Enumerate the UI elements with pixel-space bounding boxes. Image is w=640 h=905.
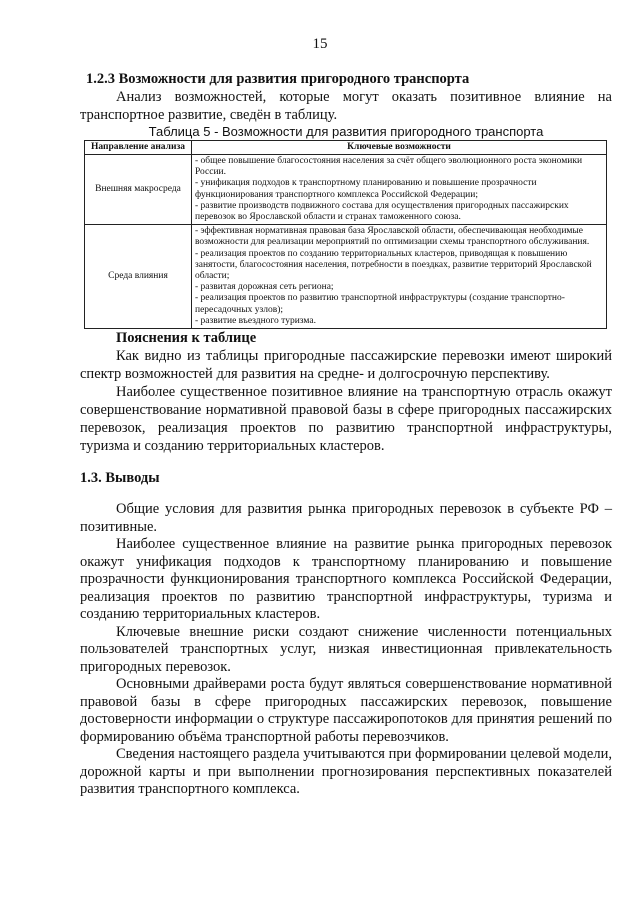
conclusions-paragraph: Основными драйверами роста будут являться совершенствование нормативной правовой базы в сфере пригородных пассажирских перевозок, повышение достоверности информации о структуре пассажиропотоков для принятия решений по формированию объёма транспортной работы перевозчиков.: [80, 676, 612, 745]
table-cell-direction: Внешняя макросреда: [85, 155, 192, 225]
list-item: - развитие производств подвижного состава для осуществления пригородных пассажирских перевозок во Ярославской области и странах таможенного союза.: [195, 200, 569, 223]
list-item: - развитая дорожная сеть региона;: [195, 282, 334, 293]
list-item: - эффективная нормативная правовая база Ярославской области, обеспечивающая необходимые возможности для реализации мероприятий по оптимизации схемы транспортного обслуживания.: [195, 226, 590, 248]
list-item: - реализация проектов по развитию транспортной инфраструктуры (создание транспортно-пересадочных узлов);: [195, 293, 565, 315]
conclusions-paragraph: Общие условия для развития рынка пригородных перевозок в субъекте РФ – позитивные.: [80, 501, 612, 535]
table-header-opportunities: Ключевые возможности: [192, 141, 607, 155]
notes-paragraph: Как видно из таблицы пригородные пассажирские перевозки имеют широкий спектр возможностей для развития на средне- и долгосрочную перспективу.: [80, 348, 612, 383]
list-item: - развитие въездного туризма.: [195, 315, 316, 326]
table-row: [85, 225, 607, 329]
notes-paragraph: Наиболее существенное позитивное влияние на транспортную отрасль окажут совершенствование нормативной правовой базы в сфере пригородных пассажирских перевозок, реализация проектов по развитию транспортной инфраструктуры, туризма и созданию территориальных кластеров.: [80, 384, 612, 455]
intro-paragraph: Анализ возможностей, которые могут оказать позитивное влияние на транспортное развитие, сведён в таблицу.: [80, 89, 612, 123]
table-header-direction: Направление анализа: [85, 141, 192, 155]
list-item: - общее повышение благосостояния населения за счёт общего эволюционного роста экономики России.: [195, 156, 583, 178]
table-caption: Таблица 5 - Возможности для развития пригородного транспорта: [148, 124, 544, 139]
conclusions-paragraph: Сведения настоящего раздела учитываются при формировании целевой модели, дорожной карты и при выполнении прогнозирования перспективных показателей развития транспортного комплекса.: [80, 746, 612, 798]
table-row: [85, 155, 607, 225]
opportunities-table: [84, 140, 607, 329]
table-header-row: [85, 141, 607, 155]
table-cell-opportunities: [192, 155, 607, 225]
document-body: [80, 70, 612, 799]
conclusions-heading: 1.3. Выводы: [80, 470, 160, 487]
page-number: 15: [312, 36, 328, 52]
table-cell-direction: Среда влияния: [85, 225, 192, 329]
list-item: - унификация подходов к транспортному планированию и повышение прозрачности функционирования транспортного комплекса Российской Федерации;: [195, 178, 537, 200]
subsection-heading: 1.2.3 Возможности для развития пригородного транспорта: [86, 71, 470, 87]
conclusions-paragraph: Ключевые внешние риски создают снижение численности потенциальных пользователей транспортных услуг, низкая инвестиционная привлекательность пригородных перевозок.: [80, 623, 612, 675]
table-cell-opportunities: [192, 225, 607, 329]
notes-heading: Пояснения к таблице: [116, 330, 257, 347]
conclusions-paragraph: Наиболее существенное влияние на развитие рынка пригородных перевозок окажут унификация подходов к транспортному планированию и повышение прозрачности функционирования транспортного комплекса Российской Федерации, реализация проектов по развитию транспортной инфраструктуры, туризма и созданию территориальных кластеров.: [80, 536, 612, 623]
list-item: - реализация проектов по созданию территориальных кластеров, приводящая к повышению занятости, благосостояния населения, потребности в поездках, развитие территорий Ярославской области;: [195, 248, 592, 282]
